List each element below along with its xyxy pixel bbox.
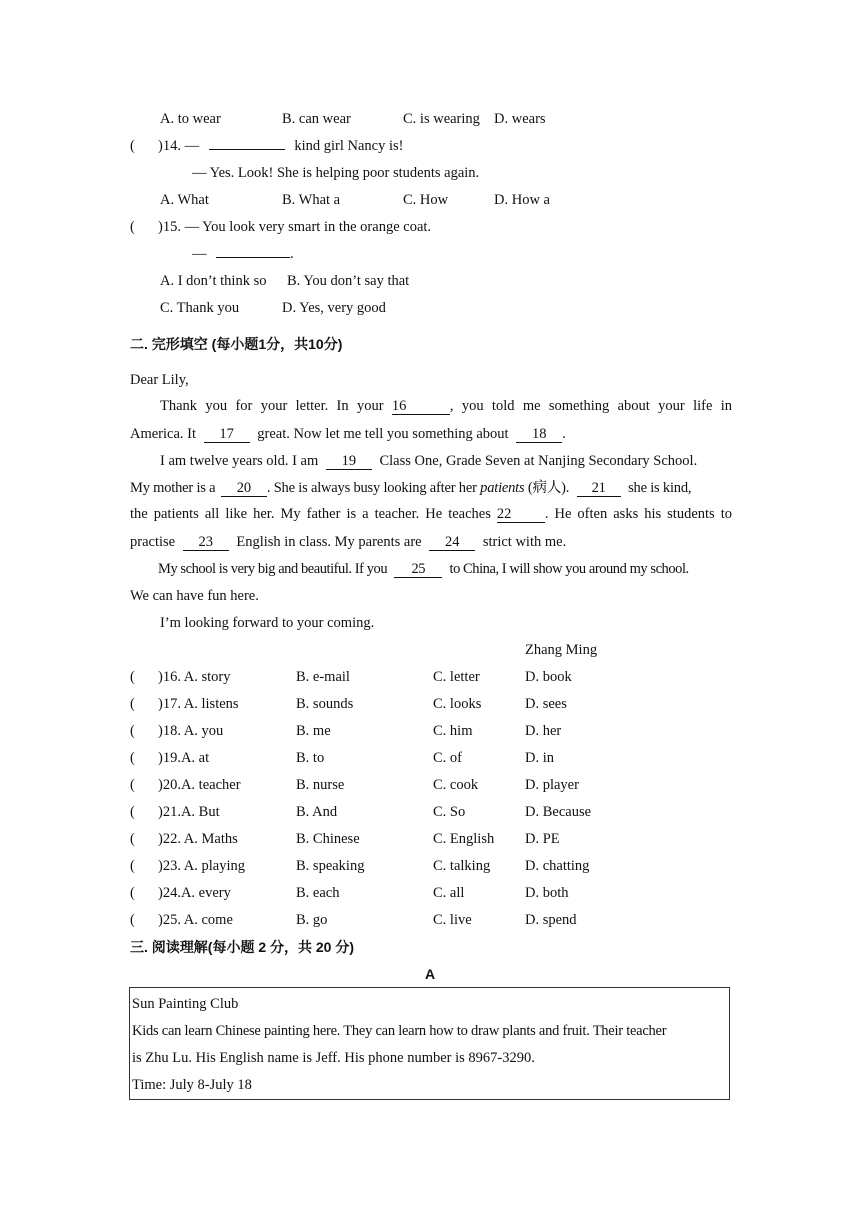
option-c: C. him bbox=[433, 723, 473, 739]
q14-option-c: C. How bbox=[403, 192, 449, 208]
letter-text: Thank you for your letter. In your bbox=[160, 398, 384, 414]
letter-p1-line2 bbox=[130, 425, 566, 443]
paren: ( bbox=[130, 804, 135, 820]
letter-text: the patients all like her. My father is a teacher. He teaches bbox=[130, 506, 491, 522]
letter-signature: Zhang Ming bbox=[525, 642, 598, 658]
section3-title: 三. 阅读理解(每小题 2 分，共 20 分) bbox=[130, 939, 355, 955]
letter-text: Class One, Grade Seven at Nanjing Secondary School. bbox=[379, 453, 698, 469]
passage-a-title: Sun Painting Club bbox=[132, 996, 239, 1012]
blank-16: 16 bbox=[392, 398, 450, 415]
option-a: )22. A. Maths bbox=[158, 831, 238, 847]
letter-text: . She is always busy looking after her bbox=[266, 480, 477, 496]
letter-text: My school is very big and beautiful. If you bbox=[158, 561, 388, 577]
option-a: )19.A. at bbox=[158, 750, 210, 766]
option-b: B. nurse bbox=[296, 777, 345, 793]
option-b: B. e-mail bbox=[296, 669, 350, 685]
option-c: C. letter bbox=[433, 669, 480, 685]
letter-text: to China, I will show you around my school. bbox=[449, 561, 689, 577]
option-c: C. live bbox=[433, 912, 472, 928]
option-a: )20.A. teacher bbox=[158, 777, 241, 793]
q15-period: . bbox=[290, 246, 294, 262]
passage-a-box bbox=[129, 987, 730, 1100]
blank-23: 23 bbox=[183, 534, 229, 551]
option-a: )16. A. story bbox=[158, 669, 231, 685]
letter-text: English in class. My parents are bbox=[236, 534, 422, 550]
q14-stem-end: kind girl Nancy is! bbox=[294, 138, 404, 154]
q15-option-d: D. Yes, very good bbox=[282, 300, 386, 316]
q14-stem bbox=[158, 137, 403, 155]
q13-option-b: B. can wear bbox=[282, 111, 351, 127]
option-d: D. her bbox=[525, 723, 562, 739]
blank-17: 17 bbox=[204, 426, 250, 443]
letter-text: . bbox=[562, 426, 566, 442]
option-b: B. to bbox=[296, 750, 325, 766]
option-a: )17. A. listens bbox=[158, 696, 239, 712]
letter-p2-line4 bbox=[130, 533, 566, 551]
passage-a-label: A bbox=[425, 966, 436, 982]
letter-p4: I’m looking forward to your coming. bbox=[160, 615, 375, 631]
q15-answer-blank bbox=[216, 257, 290, 258]
option-a: )24.A. every bbox=[158, 885, 231, 901]
q14-number: )14. — bbox=[158, 138, 200, 154]
letter-p2-line2 bbox=[130, 479, 691, 497]
letter-text: practise bbox=[130, 534, 176, 550]
option-b: B. And bbox=[296, 804, 338, 820]
q13-option-a: A. to wear bbox=[160, 111, 221, 127]
option-d: D. PE bbox=[525, 831, 560, 847]
q14-option-d: D. How a bbox=[494, 192, 550, 208]
option-d: D. player bbox=[525, 777, 579, 793]
option-a: )25. A. come bbox=[158, 912, 233, 928]
letter-greeting: Dear Lily, bbox=[130, 372, 189, 388]
paren: ( bbox=[130, 696, 135, 712]
paren: ( bbox=[130, 777, 135, 793]
blank-22: 22 bbox=[497, 506, 545, 523]
q13-option-d: D. wears bbox=[494, 111, 546, 127]
q15-option-b: B. You don’t say that bbox=[287, 273, 410, 289]
option-d: D. sees bbox=[525, 696, 567, 712]
q14-answer-blank bbox=[209, 149, 285, 150]
letter-text: , you told me something about your life in bbox=[449, 398, 733, 414]
q15-stem: )15. — You look very smart in the orange coat. bbox=[158, 219, 432, 235]
option-b: B. sounds bbox=[296, 696, 354, 712]
blank-25: 25 bbox=[394, 561, 442, 578]
paren: ( bbox=[130, 831, 135, 847]
option-a: )18. A. you bbox=[158, 723, 224, 739]
letter-italic-word: patients bbox=[480, 480, 525, 496]
option-b: B. Chinese bbox=[296, 831, 360, 847]
letter-p3-line1 bbox=[158, 560, 689, 578]
q14-option-a: A. What bbox=[160, 192, 209, 208]
blank-18: 18 bbox=[516, 426, 562, 443]
passage-a-time: Time: July 8-July 18 bbox=[132, 1077, 252, 1093]
letter-p2-line1 bbox=[160, 452, 697, 470]
letter-text: . He often asks his students to bbox=[544, 506, 732, 522]
blank-20: 20 bbox=[221, 480, 267, 497]
option-d: D. Because bbox=[525, 804, 592, 820]
option-d: D. spend bbox=[525, 912, 577, 928]
option-b: B. go bbox=[296, 912, 328, 928]
letter-text: I am twelve years old. I am bbox=[160, 453, 319, 469]
q15-option-c: C. Thank you bbox=[160, 300, 240, 316]
letter-text: My mother is a bbox=[130, 480, 216, 496]
letter-p2-line3 bbox=[130, 506, 732, 523]
q15-reply bbox=[192, 245, 294, 263]
option-d: D. chatting bbox=[525, 858, 590, 874]
letter-text: she is kind, bbox=[628, 480, 692, 496]
q14-option-b: B. What a bbox=[282, 192, 341, 208]
option-b: B. speaking bbox=[296, 858, 365, 874]
letter-p1-line1 bbox=[160, 398, 732, 415]
letter-text: great. Now let me tell you something about bbox=[257, 426, 509, 442]
blank-24: 24 bbox=[429, 534, 475, 551]
letter-p3-line2: We can have fun here. bbox=[130, 588, 259, 604]
q15-dash: — bbox=[192, 246, 207, 262]
letter-text: (病人). bbox=[527, 480, 570, 496]
blank-21: 21 bbox=[577, 480, 621, 497]
q14-reply: — Yes. Look! She is helping poor students again. bbox=[192, 165, 480, 181]
paren: ( bbox=[130, 669, 135, 685]
section2-title: 二. 完形填空 (每小题1分，共10分) bbox=[130, 336, 343, 352]
option-d: D. both bbox=[525, 885, 569, 901]
option-c: C. cook bbox=[433, 777, 479, 793]
option-d: D. book bbox=[525, 669, 572, 685]
q13-option-c: C. is wearing bbox=[403, 111, 480, 127]
passage-a-line2: is Zhu Lu. His English name is Jeff. His phone number is 8967-3290. bbox=[132, 1050, 535, 1066]
option-c: C. So bbox=[433, 804, 466, 820]
letter-text: strict with me. bbox=[482, 534, 567, 550]
option-c: C. looks bbox=[433, 696, 482, 712]
paren: ( bbox=[130, 912, 135, 928]
option-c: C. of bbox=[433, 750, 462, 766]
q15-option-a: A. I don’t think so bbox=[160, 273, 267, 289]
option-b: B. me bbox=[296, 723, 331, 739]
paren: ( bbox=[130, 858, 135, 874]
letter-text: America. It bbox=[130, 426, 197, 442]
passage-a-line1: Kids can learn Chinese painting here. They can learn how to draw plants and fruit. Their teacher bbox=[132, 1023, 667, 1039]
q14-paren: ( bbox=[130, 138, 135, 154]
q15-paren: ( bbox=[130, 219, 135, 235]
paren: ( bbox=[130, 750, 135, 766]
option-c: C. all bbox=[433, 885, 465, 901]
option-b: B. each bbox=[296, 885, 340, 901]
paren: ( bbox=[130, 723, 135, 739]
option-c: C. talking bbox=[433, 858, 491, 874]
option-a: )23. A. playing bbox=[158, 858, 245, 874]
option-d: D. in bbox=[525, 750, 554, 766]
option-c: C. English bbox=[433, 831, 495, 847]
option-a: )21.A. But bbox=[158, 804, 220, 820]
blank-19: 19 bbox=[326, 453, 372, 470]
paren: ( bbox=[130, 885, 135, 901]
